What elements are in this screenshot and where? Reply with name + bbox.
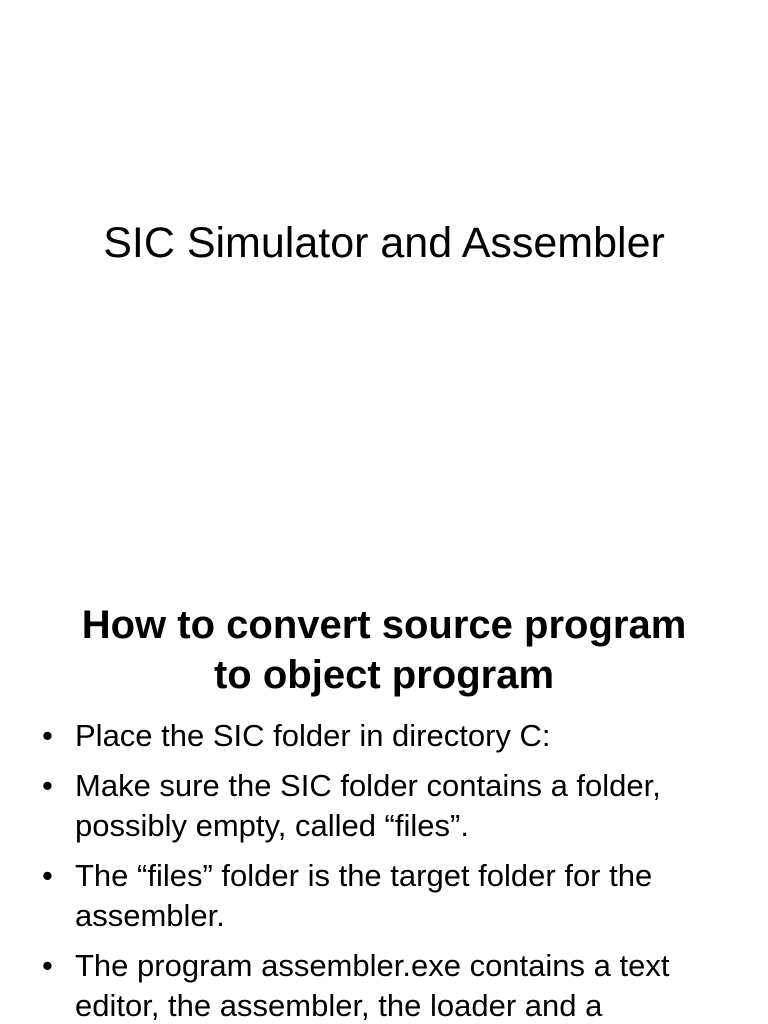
bullet-dot-icon: • bbox=[42, 718, 53, 753]
bullet-dot-icon: • bbox=[42, 768, 53, 803]
bullet-item bbox=[0, 716, 768, 756]
bullet-text: The program assembler.exe contains a text editor, the assembler, the loader and a bbox=[75, 948, 670, 1023]
bullet-list bbox=[0, 716, 768, 1024]
bullet-item bbox=[0, 766, 768, 846]
slide-title-heading: SIC Simulator and Assembler bbox=[103, 219, 665, 267]
bullet-dot-icon: • bbox=[42, 858, 53, 893]
slide-how-to-convert bbox=[0, 576, 768, 1024]
bullet-item bbox=[0, 856, 768, 936]
slide-2-heading-line-2: to object program bbox=[213, 653, 555, 697]
bullet-text: The “files” folder is the target folder for the assembler. bbox=[75, 858, 653, 933]
bullet-item bbox=[0, 946, 768, 1024]
slide-2-heading bbox=[0, 600, 768, 700]
slide-2-heading-line-1: How to convert source program bbox=[81, 603, 687, 647]
bullet-text: Make sure the SIC folder contains a folder, possibly empty, called “files”. bbox=[75, 768, 661, 843]
bullet-text: Place the SIC folder in directory C: bbox=[75, 718, 551, 753]
bullet-dot-icon: • bbox=[42, 948, 53, 983]
